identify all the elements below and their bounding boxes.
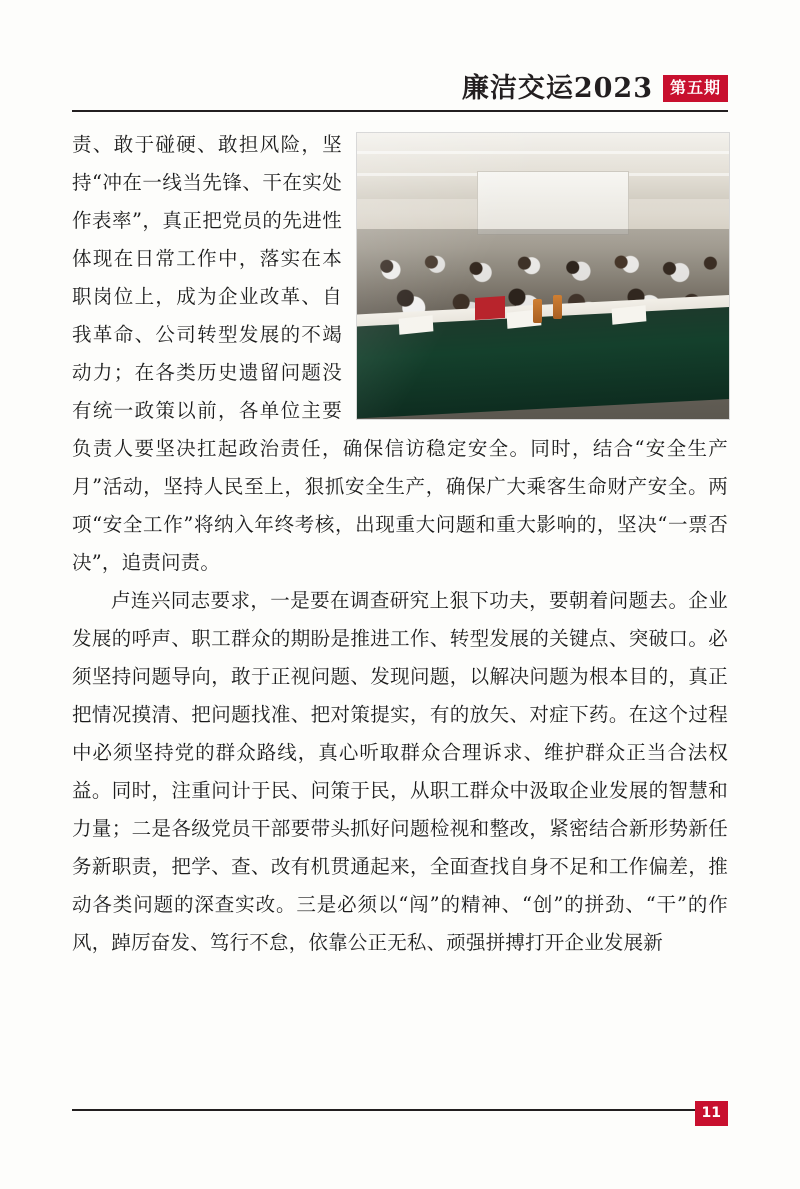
photo-red-placard [475,296,505,320]
text-wrap-block [72,126,728,582]
figure-conference-photo [356,132,728,420]
page-number-badge: 11 [695,1101,728,1126]
ceiling-line [357,151,729,154]
body-paragraph-1: 责、敢于碰硬、敢担风险，坚持“冲在一线当先锋、干在实处作表率”，真正把党员的先进性体现在日常工作中，落实在本职岗位上，成为企业改革、自我革命、公司转型发展的不竭动力；在各类历史遗留问题没有统一政策以前，各单位主要负责人要坚决扛起政治责任，确保信访稳定安全。同时，结合“安全生产月”活动，坚持人民至上，狠抓安全生产，确保广大乘客生命财产安全。两项“安全工作”将纳入年终考核，出现重大问题和重大影响的，坚决“一票否决”，追责问责。 [72,133,728,574]
photo-bottle [553,295,562,319]
page-header [72,68,728,112]
page-footer [72,1101,728,1127]
header-divider [72,110,728,112]
footer-divider [72,1109,728,1111]
page-content [72,126,728,962]
issue-badge: 第五期 [663,75,728,102]
body-paragraph-2: 卢连兴同志要求，一是要在调查研究上狠下功夫，要朝着问题去。企业发展的呼声、职工群众的期盼是推进工作、转型发展的关键点、突破口。必须坚持问题导向，敢于正视问题、发现问题，以解决问题为根本目的，真正把情况摸清、把问题找准、把对策提实，有的放矢、对症下药。在这个过程中必须坚持党的群众路线，真心听取群众合理诉求、维护群众正当合法权益。同时，注重问计于民、问策于民，从职工群众中汲取企业发展的智慧和力量；二是各级党员干部要带头抓好问题检视和整改，紧密结合新形势新任务新职责，把学、查、改有机贯通起来，全面查找自身不足和工作偏差，推动各类问题的深查实改。三是必须以“闯”的精神、“创”的拼劲、“干”的作风，踔厉奋发、笃行不怠，依靠公正无私、顽强拼搏打开企业发展新 [72,589,728,954]
photo-bottle [533,299,542,323]
conference-photo-image [356,132,730,420]
masthead-title: 廉洁交运2023 [461,73,653,104]
photo-screen [477,171,629,235]
